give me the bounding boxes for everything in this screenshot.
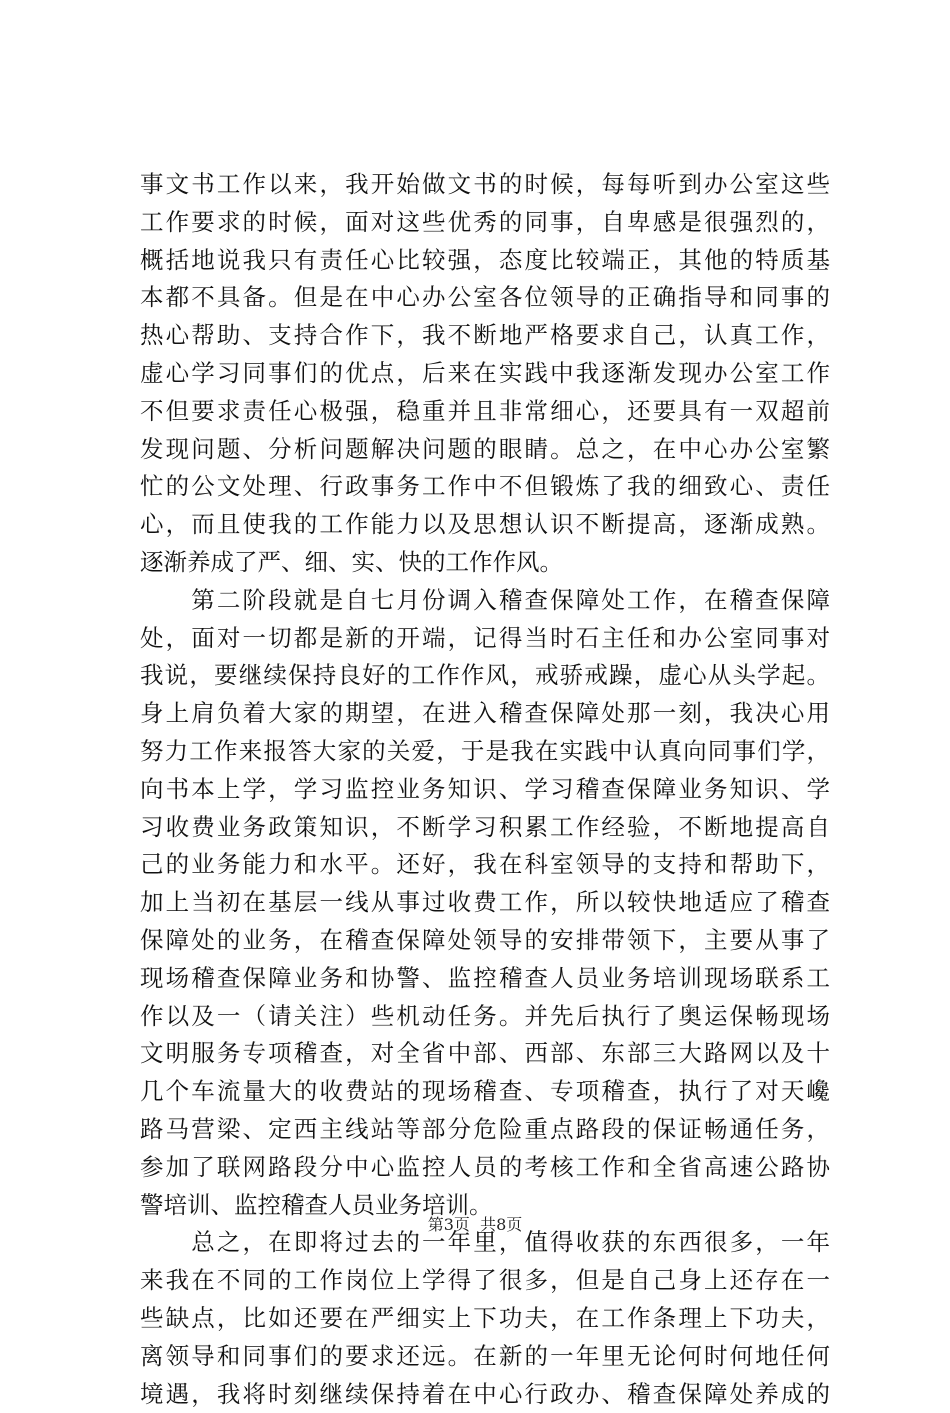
text-line: 参加了联网路段分中心监控人员的考核工作和全省高速公路协 <box>140 1149 830 1187</box>
text-line: 向书本上学，学习监控业务知识、学习稽查保障业务知识、学 <box>140 771 830 809</box>
text-line: 工作要求的时候，面对这些优秀的同事，自卑感是很强烈的， <box>140 204 830 242</box>
text-line: 保障处的业务，在稽查保障处领导的安排带领下，主要从事了 <box>140 922 830 960</box>
text-line: 己的业务能力和水平。还好，我在科室领导的支持和帮助下， <box>140 846 830 884</box>
text-line: 几个车流量大的收费站的现场稽查、专项稽查，执行了对天巉 <box>140 1073 830 1111</box>
text-line: 第二阶段就是自七月份调入稽查保障处工作，在稽查保障 <box>140 582 830 620</box>
text-line: 来我在不同的工作岗位上学得了很多，但是自己身上还存在一 <box>140 1262 830 1300</box>
text-line: 发现问题、分析问题解决问题的眼睛。总之，在中心办公室繁 <box>140 431 830 469</box>
text-line: 我说，要继续保持良好的工作作风，戒骄戒躁，虚心从头学起。 <box>140 657 830 695</box>
text-line: 虚心学习同事们的优点，后来在实践中我逐渐发现办公室工作 <box>140 355 830 393</box>
text-line: 加上当初在基层一线从事过收费工作，所以较快地适应了稽查 <box>140 884 830 922</box>
text-line: 身上肩负着大家的期望，在进入稽查保障处那一刻，我决心用 <box>140 695 830 733</box>
text-line: 处，面对一切都是新的开端，记得当时石主任和办公室同事对 <box>140 620 830 658</box>
text-line: 忙的公文处理、行政事务工作中不但锻炼了我的细致心、责任 <box>140 468 830 506</box>
text-line: 些缺点，比如还要在严细实上下功夫，在工作条理上下功夫， <box>140 1300 830 1338</box>
text-line: 现场稽查保障业务和协警、监控稽查人员业务培训现场联系工 <box>140 960 830 998</box>
text-line: 努力工作来报答大家的关爱，于是我在实践中认真向同事们学， <box>140 733 830 771</box>
text-line: 总之，在即将过去的一年里，值得收获的东西很多，一年 <box>140 1224 830 1262</box>
text-line: 本都不具备。但是在中心办公室各位领导的正确指导和同事的 <box>140 279 830 317</box>
text-line: 概括地说我只有责任心比较强，态度比较端正，其他的特质基 <box>140 242 830 280</box>
text-line: 逐渐养成了严、细、实、快的工作作风。 <box>140 544 830 582</box>
page-footer <box>0 1215 950 1235</box>
page-number: 第3页 共8页 <box>428 1215 523 1234</box>
text-line: 事文书工作以来，我开始做文书的时候，每每听到办公室这些 <box>140 166 830 204</box>
text-line: 离领导和同事们的要求还远。在新的一年里无论何时何地任何 <box>140 1338 830 1376</box>
text-line: 境遇，我将时刻继续保持着在中心行政办、稽查保障处养成的 <box>140 1376 830 1413</box>
text-line: 不但要求责任心极强，稳重并且非常细心，还要具有一双超前 <box>140 393 830 431</box>
text-line: 热心帮助、支持合作下，我不断地严格要求自己，认真工作， <box>140 317 830 355</box>
text-line: 作以及一（请关注）些机动任务。并先后执行了奥运保畅现场 <box>140 998 830 1036</box>
text-line: 习收费业务政策知识，不断学习积累工作经验，不断地提高自 <box>140 809 830 847</box>
text-line: 心，而且使我的工作能力以及思想认识不断提高，逐渐成熟。 <box>140 506 830 544</box>
text-line: 文明服务专项稽查，对全省中部、西部、东部三大路网以及十 <box>140 1035 830 1073</box>
text-line: 路马营梁、定西主线站等部分危险重点路段的保证畅通任务， <box>140 1111 830 1149</box>
text-line: 警培训、监控稽查人员业务培训。 <box>140 1187 830 1225</box>
